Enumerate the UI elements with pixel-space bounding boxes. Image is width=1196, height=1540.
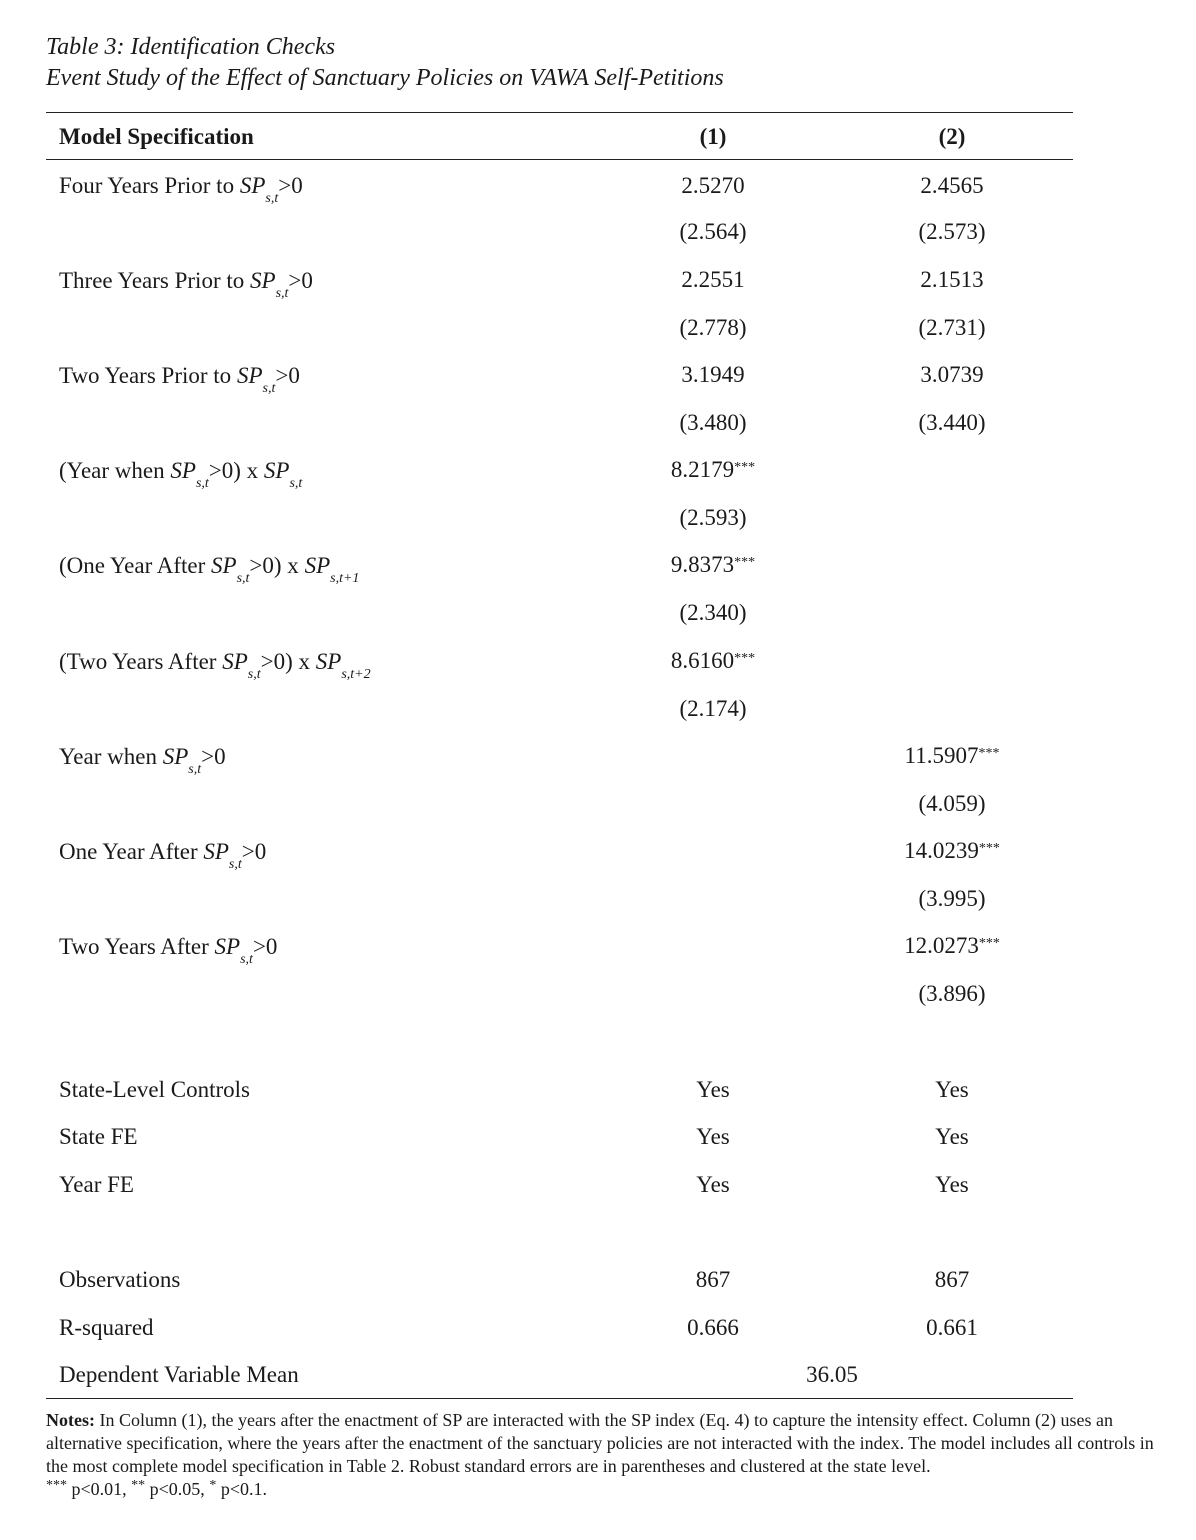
bottom-rule xyxy=(46,1398,1073,1399)
se-year-when-col2: (4.059) xyxy=(918,791,986,816)
row-label-two-years-prior: Two Years Prior to $SP_{s,t}>0$ xyxy=(59,363,300,396)
row-label-observations: Observations xyxy=(59,1267,181,1292)
coef-two-years-prior-col1: 3.1949 xyxy=(681,362,745,387)
row-label-two-years-after-interaction: (Two Years After $SP_{s,t}>0$) x $SP_{s,t+2}$ xyxy=(59,649,371,682)
coef-two-years-after-col2: 12.0273*** xyxy=(904,933,1000,958)
year-fe-col2: Yes xyxy=(935,1172,969,1197)
observations-col1: 867 xyxy=(695,1267,731,1292)
table-notes: Notes: In Column (1), the years after the enactment of SP are interacted with the SP index (Eq. 4) to capture the intensity effect. Column (2) uses an alternative specification, where the years after the enactment of the sanctuary policies are not interacted with the index. The model includes all controls in the most complete model specification in Table 2. Robust standard errors are in parentheses and clustered at the state level. *** p<0.01, ** p<0.05, * p<0.1. xyxy=(46,1410,1154,1499)
row-label-year-fe: Year FE xyxy=(59,1172,134,1197)
caption-subtitle: Event Study of the Effect of Sanctuary Policies on VAWA Self-Petitions xyxy=(46,65,724,91)
row-label-year-when: Year when $SP_{s,t}>0$ xyxy=(59,744,226,777)
state-fe-col2: Yes xyxy=(935,1124,969,1149)
coef-three-years-prior-col2: 2.1513 xyxy=(920,267,984,292)
state-fe-col1: Yes xyxy=(696,1124,730,1149)
coef-two-years-after-interaction-col1: 8.6160*** xyxy=(670,648,756,673)
coef-year-when-interaction-col1: 8.2179*** xyxy=(670,457,756,482)
coef-two-years-prior-col2: 3.0739 xyxy=(920,362,984,387)
state-controls-col2: Yes xyxy=(935,1077,969,1102)
se-four-years-prior-col2: (2.573) xyxy=(918,219,986,244)
dependent-mean-value: 36.05 xyxy=(806,1362,858,1387)
coef-four-years-prior-col1: 2.5270 xyxy=(681,173,745,198)
se-two-years-after-interaction-col1: (2.174) xyxy=(679,696,747,721)
header-label: Model Specification xyxy=(59,124,254,149)
se-four-years-prior-col1: (2.564) xyxy=(679,219,747,244)
notes-label: Notes: xyxy=(46,1410,95,1430)
row-label-two-years-after: Two Years After $SP_{s,t}>0$ xyxy=(59,934,278,967)
se-one-year-after-interaction-col1: (2.340) xyxy=(679,600,747,625)
se-year-when-interaction-col1: (2.593) xyxy=(679,505,747,530)
se-two-years-prior-col1: (3.480) xyxy=(679,410,747,435)
row-label-year-when-interaction: (Year when $SP_{s,t}>0$) x $SP_{s,t}$ xyxy=(59,458,303,491)
year-fe-col1: Yes xyxy=(696,1172,730,1197)
coef-one-year-after-col2: 14.0239*** xyxy=(904,838,1000,863)
notes-text: In Column (1), the years after the enactment of SP are interacted with the SP index (Eq. 4) to capture the intensity effect. Column (2) uses an alternative specification, where the years after the enactment of the sanctuary policies are not interacted with the index. The model includes all controls in the most complete model specification in Table 2. Robust standard errors are in parentheses and clustered at the state level. xyxy=(46,1410,1154,1476)
row-label-r-squared: R-squared xyxy=(59,1315,154,1340)
top-rule xyxy=(46,112,1073,113)
se-two-years-prior-col2: (3.440) xyxy=(918,410,986,435)
table-caption xyxy=(46,32,724,94)
header-rule xyxy=(46,159,1073,160)
state-controls-col1: Yes xyxy=(696,1077,730,1102)
row-label-three-years-prior: Three Years Prior to $SP_{s,t}>0$ xyxy=(59,268,313,301)
caption-title: Table 3: Identification Checks xyxy=(46,34,336,60)
row-label-one-year-after-interaction: (One Year After $SP_{s,t}>0$) x $SP_{s,t+1}$ xyxy=(59,553,360,586)
row-label-state-controls: State-Level Controls xyxy=(59,1077,250,1102)
r-squared-col1: 0.666 xyxy=(687,1315,739,1340)
se-three-years-prior-col1: (2.778) xyxy=(679,315,747,340)
observations-col2: 867 xyxy=(934,1267,970,1292)
se-three-years-prior-col2: (2.731) xyxy=(918,315,986,340)
coef-three-years-prior-col1: 2.2551 xyxy=(681,267,745,292)
row-label-dependent-mean: Dependent Variable Mean xyxy=(59,1362,299,1387)
se-two-years-after-col2: (3.896) xyxy=(918,981,986,1006)
r-squared-col2: 0.661 xyxy=(926,1315,978,1340)
row-label-one-year-after: One Year After $SP_{s,t}>0$ xyxy=(59,839,267,872)
se-one-year-after-col2: (3.995) xyxy=(918,886,986,911)
header-col1: (1) xyxy=(699,124,727,149)
coef-four-years-prior-col2: 2.4565 xyxy=(920,173,984,198)
row-label-four-years-prior: Four Years Prior to $SP_{s,t}>0$ xyxy=(59,173,303,206)
coef-year-when-col2: 11.5907*** xyxy=(904,743,1000,768)
header-col2: (2) xyxy=(938,124,966,149)
coef-one-year-after-interaction-col1: 9.8373*** xyxy=(670,552,756,577)
row-label-state-fe: State FE xyxy=(59,1124,138,1149)
